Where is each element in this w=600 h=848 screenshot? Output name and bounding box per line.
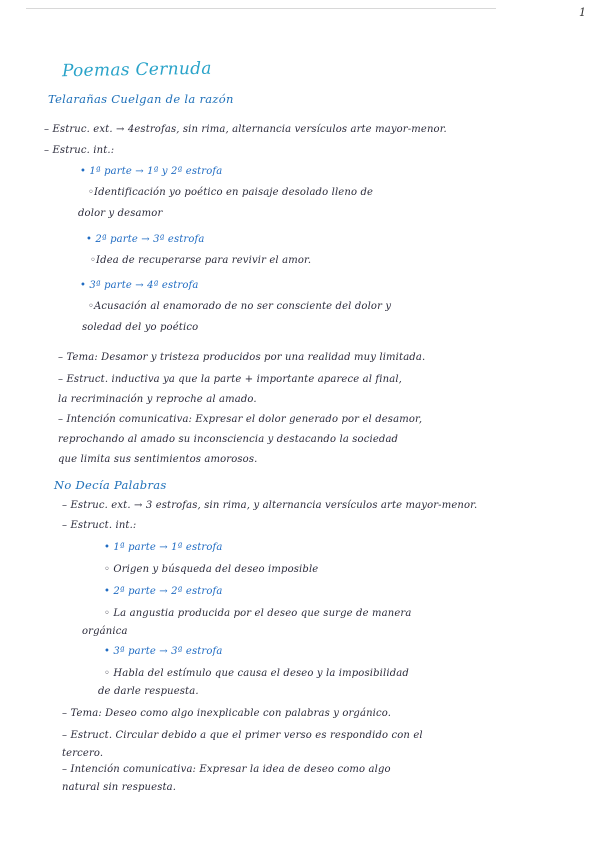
poem2-line: • 2ª parte → 2ª estrofa xyxy=(104,586,223,597)
top-margin-line xyxy=(26,8,496,9)
poem1-line: ◦Identificación yo poético en paisaje desolado lleno de xyxy=(88,187,374,198)
poem2-line: ◦ Origen y búsqueda del deseo imposible xyxy=(104,564,319,575)
poem2-line: de darle respuesta. xyxy=(98,686,199,697)
poem2-line: tercero. xyxy=(62,748,104,759)
poem1-line: – Estruct. inductiva ya que la parte + importante aparece al final, xyxy=(58,374,403,385)
poem2-line: ◦ Habla del estímulo que causa el deseo y la imposibilidad xyxy=(104,668,409,679)
poem1-line: – Tema: Desamor y tristeza producidos por una realidad muy limitada. xyxy=(58,352,426,363)
poem1-line: que limita sus sentimientos amorosos. xyxy=(58,454,258,465)
poem1-line: • 2ª parte → 3ª estrofa xyxy=(86,234,205,245)
poem2-line: natural sin respuesta. xyxy=(62,782,177,793)
poem1-line: – Intención comunicativa: Expresar el dolor generado por el desamor, xyxy=(58,414,423,425)
poem1-line: la recriminación y reproche al amado. xyxy=(58,394,257,405)
page-number: 1 xyxy=(579,6,586,19)
page-title: Poemas Cernuda xyxy=(61,58,212,82)
poem1-line: ◦Acusación al enamorado de no ser consciente del dolor y xyxy=(88,301,392,312)
poem1-line: ◦Idea de recuperarse para revivir el amor. xyxy=(90,255,312,266)
poem1-heading: Telarañas Cuelgan de la razón xyxy=(48,92,234,106)
poem2-line: • 1ª parte → 1ª estrofa xyxy=(104,542,223,553)
poem2-line: orgánica xyxy=(82,626,128,637)
poem1-line: dolor y desamor xyxy=(78,208,163,219)
poem2-line: ◦ La angustia producida por el deseo que surge de manera xyxy=(104,608,412,619)
poem2-line: – Estruct. Circular debido a que el primer verso es respondido con el xyxy=(62,730,423,741)
poem2-line: – Estruc. ext. → 3 estrofas, sin rima, y alternancia versículos arte mayor-menor. xyxy=(62,500,478,511)
poem2-line: • 3ª parte → 3ª estrofa xyxy=(104,646,223,657)
poem1-line: – Estruc. int.: xyxy=(44,145,115,156)
poem2-line: – Estruct. int.: xyxy=(62,520,137,531)
poem1-line: – Estruc. ext. → 4estrofas, sin rima, alternancia versículos arte mayor-menor. xyxy=(44,124,447,135)
poem2-line: – Tema: Deseo como algo inexplicable con palabras y orgánico. xyxy=(62,708,392,719)
poem1-line: soledad del yo poético xyxy=(82,322,199,333)
poem2-heading: No Decía Palabras xyxy=(54,478,167,492)
poem1-line: reprochando al amado su inconsciencia y destacando la sociedad xyxy=(58,434,399,445)
poem1-line: • 1ª parte → 1ª y 2ª estrofa xyxy=(80,166,223,177)
poem1-line: • 3ª parte → 4ª estrofa xyxy=(80,280,199,291)
poem2-line: – Intención comunicativa: Expresar la idea de deseo como algo xyxy=(62,764,391,775)
